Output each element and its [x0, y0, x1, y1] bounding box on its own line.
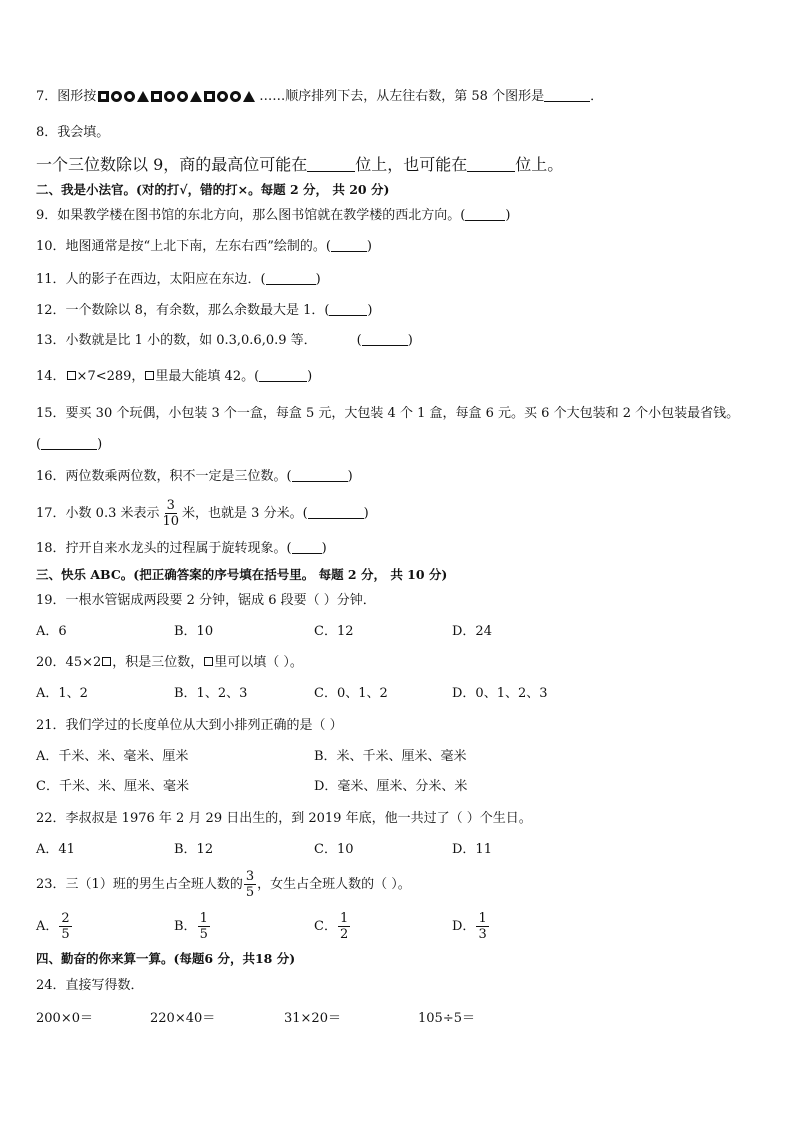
q8-text-b: 位上，也可能在 — [355, 155, 468, 174]
answer-blank[interactable] — [362, 333, 408, 346]
answer-blank[interactable] — [292, 469, 348, 482]
question-9 — [36, 207, 510, 225]
question-21: 21．我们学过的长度单位从大到小排列正确的是（ ） — [36, 718, 343, 733]
option-c[interactable] — [314, 910, 351, 944]
close-paren: ) — [505, 208, 511, 223]
q7-suffix: ……顺序排列下去，从左往右数，第 58 个图形是 — [259, 89, 545, 104]
option-d[interactable]: D．毫米、厘米、分米、米 — [314, 779, 468, 794]
option-d[interactable]: D．24 — [452, 624, 492, 639]
question-8 — [36, 154, 563, 176]
fraction — [160, 498, 181, 529]
answer-blank[interactable] — [331, 239, 367, 252]
numerator: 1 — [199, 911, 208, 926]
shape-sequence — [98, 90, 257, 108]
square-icon — [98, 91, 109, 102]
q7-end: ． — [590, 89, 604, 104]
q7-prefix: 7．图形按 — [36, 89, 97, 104]
numerator: 3 — [245, 869, 255, 884]
q11-text: 11．人的影子在西边，太阳应在东边．( — [36, 272, 266, 287]
option-a[interactable]: A．千米、米、毫米、厘米 — [36, 749, 189, 764]
denominator: 3 — [478, 927, 487, 942]
circle-icon — [217, 91, 228, 102]
q14-pre: 14． — [36, 369, 66, 384]
box-placeholder — [67, 371, 76, 380]
q17-pre: 17．小数 0.3 米表示 — [36, 506, 160, 521]
denominator: 5 — [61, 927, 70, 942]
q14-mid: ×7<289， — [76, 369, 145, 384]
q12-text: 12．一个数除以 8，有余数，那么余数最大是 1．( — [36, 303, 330, 318]
fraction — [476, 911, 488, 942]
question-12 — [36, 302, 373, 320]
open-paren: ( — [36, 437, 42, 452]
close-paren: ) — [347, 469, 353, 484]
answer-blank[interactable] — [329, 303, 367, 316]
question-16 — [36, 468, 353, 486]
option-a[interactable]: A．6 — [36, 624, 67, 639]
question-22: 22．李叔叔是 1976 年 2 月 29 日出生的，到 2019 年底，他一共过了（ ）个生日。 — [36, 811, 532, 826]
option-c[interactable]: C．10 — [314, 842, 354, 857]
answer-blank[interactable] — [259, 369, 307, 382]
answer-blank[interactable] — [467, 159, 515, 172]
close-paren: ) — [363, 506, 369, 521]
q20-post2: 里可以填（ ）。 — [214, 655, 303, 670]
box-placeholder — [204, 657, 213, 666]
option-c[interactable]: C．12 — [314, 624, 354, 639]
close-paren: ) — [321, 541, 327, 556]
circle-icon — [111, 91, 122, 102]
q9-text: 9．如果教学楼在图书馆的东北方向，那么图书馆就在教学楼的西北方向。( — [36, 208, 466, 223]
q16-text: 16．两位数乘两位数，积不一定是三位数。( — [36, 469, 292, 484]
option-a[interactable]: A．1、2 — [36, 686, 88, 701]
q20-post: ，积是三位数， — [112, 655, 204, 670]
answer-blank[interactable] — [292, 541, 322, 554]
question-24-title: 24．直接写得数． — [36, 978, 144, 993]
square-icon — [151, 91, 162, 102]
q23-post: ，女生占全班人数的（ ）。 — [257, 877, 411, 892]
fraction — [244, 869, 256, 900]
q10-text: 10．地图通常是按“上北下南，左东右西”绘制的。( — [36, 239, 331, 254]
circle-icon — [124, 91, 135, 102]
circle-icon — [230, 91, 241, 102]
answer-blank[interactable] — [266, 272, 316, 285]
close-paren: ) — [407, 333, 413, 348]
q8-text-c: 位上。 — [515, 155, 564, 174]
calc-item: 31×20＝ — [284, 1011, 341, 1026]
section-4-heading: 四、勤奋的你来算一算。(每题6 分，共18 分) — [36, 951, 296, 966]
triangle-icon — [190, 91, 202, 102]
option-b[interactable]: B．米、千米、厘米、毫米 — [314, 749, 467, 764]
question-8-title: 8．我会填。 — [36, 125, 110, 140]
question-15-answer — [36, 436, 102, 454]
circle-icon — [177, 91, 188, 102]
q20-pre: 20．45×2 — [36, 655, 102, 670]
option-d[interactable]: D．0、1、2、3 — [452, 686, 548, 701]
denominator: 5 — [199, 927, 208, 942]
answer-blank[interactable] — [544, 89, 590, 102]
close-paren: ) — [97, 437, 103, 452]
option-c[interactable]: C．0、1、2 — [314, 686, 388, 701]
question-23 — [36, 868, 411, 902]
numerator: 1 — [339, 911, 349, 926]
option-b[interactable]: B．1、2、3 — [174, 686, 248, 701]
option-letter: C． — [314, 919, 337, 934]
question-18 — [36, 540, 327, 558]
q17-post: 米，也就是 3 分米。( — [182, 506, 308, 521]
option-c[interactable]: C．千米、米、厘米、毫米 — [36, 779, 189, 794]
option-letter: A． — [36, 919, 59, 934]
option-d[interactable]: D．11 — [452, 842, 492, 857]
q13-text: 13．小数就是比 1 小的数，如 0.3,0.6,0.9 等． — [36, 333, 317, 348]
box-placeholder — [145, 371, 154, 380]
fraction — [338, 911, 350, 942]
box-placeholder — [102, 657, 111, 666]
option-letter: D． — [452, 919, 476, 934]
option-a[interactable] — [36, 910, 73, 944]
numerator: 3 — [166, 498, 175, 513]
fraction — [198, 911, 210, 942]
option-b[interactable]: B．12 — [174, 842, 214, 857]
numerator: 1 — [478, 911, 487, 926]
calc-item: 105÷5＝ — [418, 1011, 475, 1026]
question-13 — [36, 332, 413, 350]
question-20 — [36, 654, 303, 672]
option-b[interactable]: B．10 — [174, 624, 214, 639]
section-3-heading: 三、快乐 ABC。(把正确答案的序号填在括号里。 每题 2 分， 共 10 分) — [36, 567, 448, 582]
fraction — [59, 911, 71, 942]
option-a[interactable]: A．41 — [36, 842, 75, 857]
denominator: 10 — [162, 514, 180, 529]
question-11 — [36, 271, 321, 289]
question-14 — [36, 368, 312, 386]
calc-item: 200×0＝ — [36, 1011, 93, 1026]
close-paren: ) — [367, 303, 373, 318]
denominator: 5 — [245, 885, 255, 900]
q23-pre: 23．三（1）班的男生占全班人数的 — [36, 877, 243, 892]
calc-item: 220×40＝ — [150, 1011, 216, 1026]
question-19: 19．一根水管锯成两段要 2 分钟，锯成 6 段要（ ）分钟． — [36, 593, 376, 608]
question-7 — [36, 88, 603, 108]
close-paren: ) — [315, 272, 321, 287]
circle-icon — [164, 91, 175, 102]
open-paren: ( — [356, 333, 362, 348]
option-b[interactable] — [174, 910, 211, 944]
square-icon — [204, 91, 215, 102]
answer-blank[interactable] — [307, 159, 355, 172]
numerator: 2 — [61, 911, 70, 926]
close-paren: ) — [366, 239, 372, 254]
option-letter: B． — [174, 919, 197, 934]
section-2-heading: 二、我是小法官。(对的打√，错的打×。每题 2 分， 共 20 分) — [36, 182, 390, 197]
answer-blank[interactable] — [308, 506, 364, 519]
q18-text: 18．拧开自来水龙头的过程属于旋转现象。( — [36, 541, 292, 556]
answer-blank[interactable] — [465, 208, 505, 221]
question-17 — [36, 498, 369, 529]
triangle-icon — [137, 91, 149, 102]
close-paren: ) — [307, 369, 313, 384]
option-d[interactable] — [452, 910, 490, 944]
answer-blank[interactable] — [41, 437, 97, 450]
q8-text-a: 一个三位数除以 9，商的最高位可能在 — [36, 155, 308, 174]
question-10 — [36, 238, 372, 256]
q14-post: 里最大能填 42。( — [155, 369, 260, 384]
triangle-icon — [243, 91, 255, 102]
question-15: 15．要买 30 个玩偶，小包装 3 个一盒，每盒 5 元，大包装 4 个 1 盒，每盒 6 元。买 6 个大包装和 2 个小包装最省钱。 — [36, 406, 740, 421]
denominator: 2 — [339, 927, 349, 942]
